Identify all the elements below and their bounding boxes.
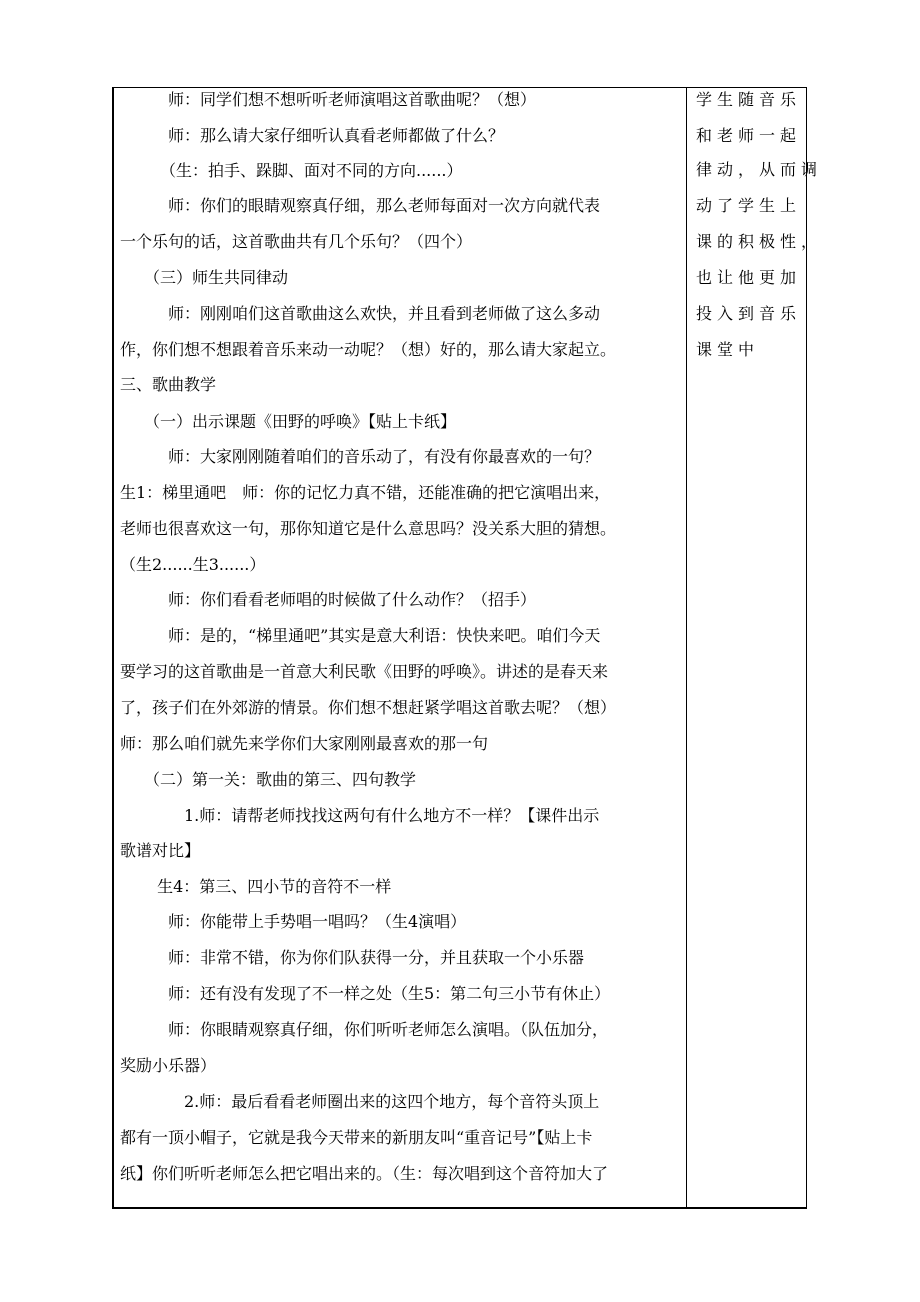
paragraph-line: 三、歌曲教学 bbox=[120, 375, 217, 394]
paragraph-line: 生1：梯里通吧 师：你的记忆力真不错，还能准确的把它演唱出来， bbox=[120, 483, 611, 502]
paragraph-line: 歌谱对比】 bbox=[120, 841, 201, 860]
paragraph-line: 老师也很喜欢这一句，那你知道它是什么意思吗？没关系大胆的猜想。 bbox=[120, 519, 617, 538]
paragraph-line: 一个乐句的话，这首歌曲共有几个乐句？（四个） bbox=[120, 232, 473, 251]
paragraph-line: 生4：第三、四小节的音符不一样 bbox=[120, 877, 392, 896]
paragraph-line: 纸】你们听听老师怎么把它唱出来的。（生：每次唱到这个音符加大了 bbox=[120, 1164, 609, 1183]
paragraph-line: 师：你眼睛观察真仔细，你们听听老师怎么演唱。（队伍加分， bbox=[120, 1020, 609, 1039]
note-line: 律动，从而调 bbox=[696, 160, 823, 179]
column-divider bbox=[686, 87, 687, 1209]
paragraph-line: 了，孩子们在外郊游的情景。你们想不想赶紧学唱这首歌去呢？（想） bbox=[120, 698, 617, 717]
paragraph-line: 奖励小乐器） bbox=[120, 1056, 217, 1075]
paragraph-line: 师：那么咱们就先来学你们大家刚刚最喜欢的那一句 bbox=[120, 734, 489, 753]
paragraph-line: 师：非常不错，你为你们队获得一分，并且获取一个小乐器 bbox=[120, 948, 585, 967]
table-border bbox=[112, 87, 807, 1209]
paragraph-line: 师：还有没有发现了不一样之处（生5：第二句三小节有休止） bbox=[120, 984, 611, 1003]
paragraph-line: 师：你们看看老师唱的时候做了什么动作？（招手） bbox=[120, 590, 537, 609]
paragraph-line: （二）第一关：歌曲的第三、四句教学 bbox=[120, 770, 417, 789]
paragraph-line: 师：大家刚刚随着咱们的音乐动了，有没有你最喜欢的一句？ bbox=[120, 447, 601, 466]
paragraph-line: （生2......生3......） bbox=[120, 555, 266, 574]
note-line: 和老师一起 bbox=[696, 126, 802, 145]
paragraph-line: 师：你能带上手势唱一唱吗？（生4演唱） bbox=[120, 912, 467, 931]
paragraph-line: 2.师：最后看看老师圈出来的这四个地方，每个音符头顶上 bbox=[120, 1092, 600, 1111]
note-line: 动了学生上 bbox=[696, 196, 802, 215]
note-line: 课堂中 bbox=[696, 340, 760, 359]
paragraph-line: 要学习的这首歌曲是一首意大利民歌《田野的呼唤》。讲述的是春天来 bbox=[120, 662, 609, 681]
paragraph-line: 师：那么请大家仔细听认真看老师都做了什么？ bbox=[120, 126, 505, 145]
paragraph-line: （三）师生共同律动 bbox=[120, 268, 289, 287]
paragraph-line: （生：拍手、跺脚、面对不同的方向......） bbox=[120, 161, 463, 180]
note-line: 也让他更加 bbox=[696, 268, 802, 287]
paragraph-line: 师：你们的眼睛观察真仔细，那么老师每面对一次方向就代表 bbox=[120, 196, 601, 215]
note-line: 投入到音乐 bbox=[696, 304, 802, 323]
paragraph-line: 师：刚刚咱们这首歌曲这么欢快，并且看到老师做了这么多动 bbox=[120, 304, 601, 323]
note-line: 课的积极性， bbox=[696, 232, 823, 251]
paragraph-line: 师：是的，“梯里通吧”其实是意大利语：快快来吧。咱们今天 bbox=[120, 626, 601, 645]
paragraph-line: 1.师：请帮老师找找这两句有什么地方不一样？【课件出示 bbox=[120, 806, 600, 825]
paragraph-line: 都有一顶小帽子，它就是我今天带来的新朋友叫“重音记号”【贴上卡 bbox=[120, 1128, 593, 1147]
paragraph-line: 师：同学们想不想听听老师演唱这首歌曲呢？（想） bbox=[120, 90, 537, 109]
paragraph-line: （一）出示课题《田野的呼唤》【贴上卡纸】 bbox=[120, 412, 457, 431]
paragraph-line: 作，你们想不想跟着音乐来动一动呢？（想）好的，那么请大家起立。 bbox=[120, 340, 617, 359]
note-line: 学生随音乐 bbox=[696, 90, 802, 109]
